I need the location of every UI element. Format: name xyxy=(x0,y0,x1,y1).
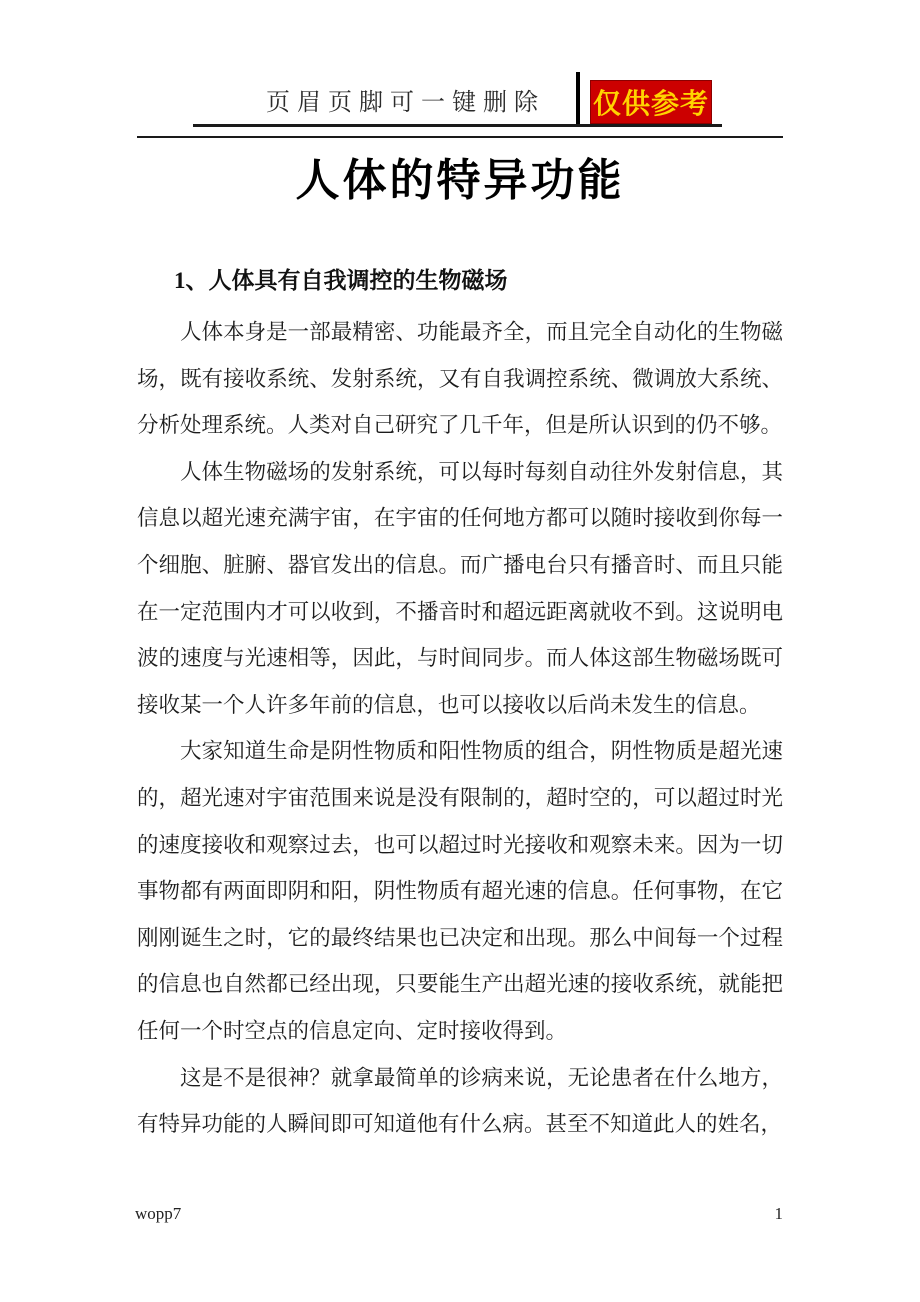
header-note-text: 页眉页脚可一键删除 xyxy=(266,90,545,116)
footer-author: wopp7 xyxy=(135,1204,182,1223)
header-rule-thick xyxy=(193,124,722,127)
paragraph: 人体生物磁场的发射系统，可以每时每刻自动往外发射信息，其信息以超光速充满宇宙，在宇宙的任何地方都可以随时接收到你每一个细胞、脏腑、器官发出的信息。而广播电台只有播音时、而且只能在一定范围内才可以收到，不播音时和超远距离就收不到。这说明电波的速度与光速相等，因此，与时间同步。而人体这部生物磁场既可接收某一个人许多年前的信息，也可以接收以后尚未发生的信息。 xyxy=(137,459,783,717)
paragraph: 大家知道生命是阴性物质和阳性物质的组合，阴性物质是超光速的，超光速对宇宙范围来说是没有限制的，超时空的，可以超过时光的速度接收和观察过去，也可以超过时光接收和观察未来。因为一切事物都有两面即阴和阳，阴性物质有超光速的信息。任何事物，在它刚刚诞生之时，它的最终结果也已决定和出现。那么中间每一个过程的信息也自然都已经出现，只要能生产出超光速的接收系统，就能把任何一个时空点的信息定向、定时接收得到。 xyxy=(137,739,783,1043)
header-rule-thin xyxy=(137,136,783,138)
body-text xyxy=(137,309,783,1148)
section-heading: 1、人体具有自我调控的生物磁场 xyxy=(174,268,508,293)
header-divider-bar xyxy=(576,72,580,124)
page-title: 人体的特异功能 xyxy=(295,156,625,205)
reference-badge: 仅供参考 xyxy=(590,80,712,124)
footer-page-number: 1 xyxy=(774,1204,783,1223)
paragraph: 这是不是很神？就拿最简单的诊病来说，无论患者在什么地方，有特异功能的人瞬间即可知道他有什么病。甚至不知道此人的姓名， xyxy=(137,1065,783,1137)
paragraph: 人体本身是一部最精密、功能最齐全，而且完全自动化的生物磁场，既有接收系统、发射系统，又有自我调控系统、微调放大系统、分析处理系统。人类对自己研究了几千年，但是所认识到的仍不够。 xyxy=(137,320,783,438)
